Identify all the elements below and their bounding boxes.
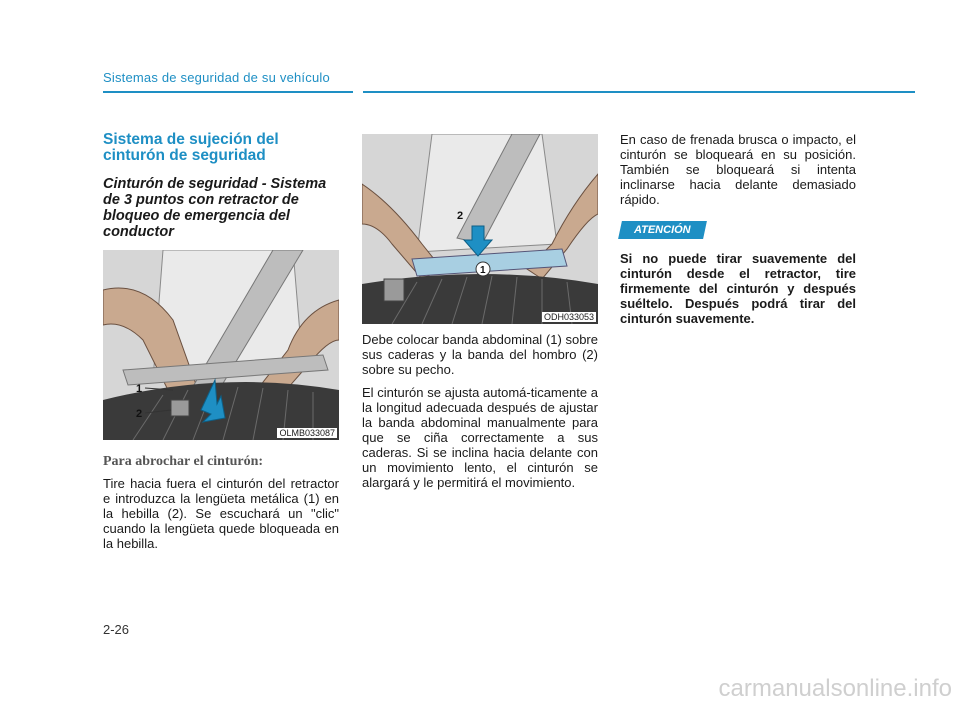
figure-code: OLMB033087 <box>279 428 335 438</box>
callout-1: 1 <box>136 383 143 395</box>
subsection-title: Cinturón de seguridad - Sistema de 3 puntos con retractor de bloqueo de emergencia del conductor <box>103 176 327 240</box>
callout-2: 2 <box>136 408 143 420</box>
body-paragraph-1: Debe colocar banda abdominal (1) sobre sus caderas y la banda del hombro (2) sobre su pecho. <box>362 332 598 377</box>
body-paragraph: En caso de frenada brusca o impacto, el cinturón se bloqueará en su posición. También se bloqueará si intenta inclinarse hacia delante demasiado rápido. <box>620 132 856 207</box>
warning-text: Si no puede tirar suavemente del cinturón desde el retractor, tire firmemente del cinturón y después suéltelo. Después podrá tirar del cinturón suavemente. <box>620 251 856 326</box>
header-rule <box>103 91 915 93</box>
section-title: Sistema de sujeción del cinturón de seguridad <box>103 131 279 164</box>
page-number: 2-26 <box>103 622 130 637</box>
warning-label: ATENCIÓN <box>634 224 691 236</box>
watermark: carmanualsonline.info <box>718 675 952 702</box>
callout-2: 2 <box>457 210 464 222</box>
figure-seatbelt-buckle <box>103 250 339 440</box>
warning-badge <box>618 221 706 239</box>
header-rule-gap <box>353 86 363 96</box>
figure-lap-belt <box>362 134 598 324</box>
procedure-title: Para abrochar el cinturón: <box>103 454 264 469</box>
column-3 <box>620 132 856 326</box>
body-paragraph-2: El cinturón se ajusta automá-ticamente a la longitud adecuada después de ajustar la banda abdominal manualmente para que se ciña correctamente a sus caderas. Si se inclina hacia delante con un movimiento lento, el cinturón se alargará y le permitirá el movimiento. <box>362 385 598 490</box>
callout-1: 1 <box>480 265 486 276</box>
column-1 <box>103 132 339 559</box>
illustration-lap-shoulder-belt <box>362 134 598 324</box>
figure-code: ODH033053 <box>543 312 594 322</box>
illustration-buckling-belt <box>103 250 339 440</box>
body-paragraph: Tire hacia fuera el cinturón del retractor e introduzca la lengüeta metálica (1) en la hebilla (2). Se escuchará un "clic" cuando la lengüeta quede bloqueada en la hebilla. <box>103 476 339 551</box>
column-2 <box>362 132 598 498</box>
running-header: Sistemas de seguridad de su vehículo <box>103 70 330 85</box>
